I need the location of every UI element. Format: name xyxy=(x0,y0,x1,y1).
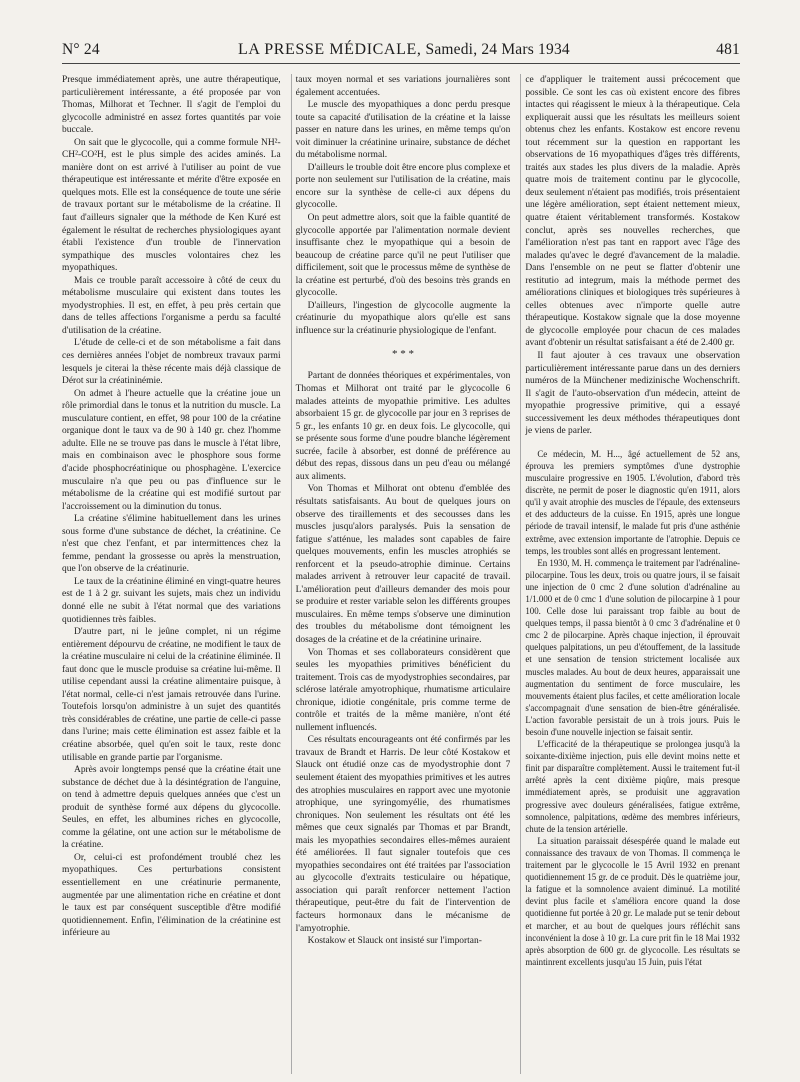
paragraph: On admet à l'heure actuelle que la créatine joue un rôle primordial dans le tonus et la nutrition du muscle. La musculature contient, en effet, 98 pour 100 de la créatine organique dont le taux va de 90 à 140 gr. chez l'homme adulte. Elle ne se trouve pas dans le muscle à l'état libre, mais en combinaison avec le phosphore sous forme d'acide phosphocréatinique ou phosphagène. L'exercice musculaire n'a que peu ou pas d'influence sur le métabolisme de la créatine qui est modifié surtout par l'accroissement ou la diminution du tonus. xyxy=(62,388,281,512)
paragraph: D'ailleurs le trouble doit être encore plus complexe et porte non seulement sur l'utilisation de la créatine, mais encore sur la synthèse de celle-ci aux dépens du glycocolle. xyxy=(295,162,511,211)
paragraph: La créatine s'élimine habituellement dans les urines sous forme d'une substance de déchet, la créatinine. Ce n'est que chez l'enfant, et par intermittences chez la femme, pendant la grossesse ou après la menstruation, que l'on observe de la créatinurie. xyxy=(62,514,281,575)
page-number: 481 xyxy=(716,41,740,58)
paragraph: Il faut ajouter à ces travaux une observation particulièrement intéressante parue dans un des derniers numéros de la Münchener medizinische Wochenschrift. Il s'agit de l'auto-observation d'un médecin, atteint de myopathie progressive primitive, qui a essayé successivement les deux méthodes thérapeutiques dont je viens de parler. xyxy=(525,351,740,437)
paragraph: D'ailleurs, l'ingestion de glycocolle augmente la créatinurie du myopathique alors qu'elle est sans influence sur la créatinurie physiologique de l'enfant. xyxy=(295,300,511,336)
case-report-paragraph: En 1930, M. H. commença le traitement par l'adrénaline-pilocarpine. Tous les deux, trois ou quatre jours, il se faisait une injection de 0 cmc 2 d'une solution d'adrénaline au 1/1.000 et de 0 cmc 1 d'une solution de pilocarpine à 1 pour 100. Celle dose lui paraissant trop faible au bout de quelques temps, il passa bientôt à 0 cmc 3 d'adrénaline et 0 cmc 2 de pilocarpine. Après chaque injection, il éprouvait quelques palpitations, un peu d'étouffement, de la lassitude et une sensation de tension strictement localisée aux muscles malades. Au bout de deux heures, apparaissait une augmentation du sentiment de force musculaire, les mouvements étaient plus faciles, et cette amélioration locale s'accompagnait d'une sensation de bien-être généralisée. L'action favorable persistait de un à trois jours. Puis le besoin d'une nouvelle injection se faisait sentir. xyxy=(525,557,740,738)
paragraph: L'étude de celle-ci et de son métabolisme a fait dans ces dernières années l'objet de nombreux travaux parmi lesquels je citerai la thèse récente mais déjà classique de Dérot sur la créatininémie. xyxy=(62,338,281,387)
paragraph: ce d'appliquer le traitement aussi précocement que possible. Ce sont les cas où existent encore des fibres intactes qui réagissent le mieux à la thérapeutique. Cela expliquerait aussi que les résultats les meilleurs soient obtenus chez les enfants. Kostakow est encore revenu tout récemment sur la question en rapportant les observations de 16 myopathiques d'âges très différents, traités aux stades les plus divers de la maladie. Après quatre mois de traitement continu par le glycocolle, deux seulement n'étaient pas modifiés, trois présentaient une légère amélioration, sept étaient nettement mieux, quatre étaient véritablement transformés. Kostakow conclut, après ses nouvelles recherches, que l'amélioration n'est pas tant en rapport avec l'âge des malades qu'avec le degré d'avancement de la maladie. Dans l'ensemble on ne peut se flatter d'obtenir une restitutio ad integrum, mais la méthode permet des améliorations cliniques et biologiques très supérieures à celles obtenues avec n'importe quelle autre thérapeutique. Kostakow signale que la dose moyenne de glycocolle employée pour chacun de ces malades avant d'obtenir un résultat satisfaisant a été de 2.400 gr. xyxy=(525,75,740,349)
paragraph: Ces résultats encourageants ont été confirmés par les travaux de Brandt et Harris. De leur côté Kostakow et Slauck ont étudié onze cas de myodystrophie dont 7 seulement étaient des myopathies primitives et les autres des atrophies musculaires en rapport avec une myotonie atrophique, une syringomyélie, des rhumatismes chroniques. Non seulement les résultats ont été les mêmes que ceux signalés par Thomas et par Brandt, mais les myopathies secondaires elles-mêmes auraient été améliorées. Il faut signaler toutefois que ces myopathies secondaires ont été traitées par l'association au glycocolle d'extraits testiculaire ou hépatique, association qui paraît renforcer nettement l'action thérapeutique, peut-être du fait de l'intervention de facteurs hormonaux dans le mécanisme de l'amyotrophie. xyxy=(295,735,511,934)
issue-number: N° 24 xyxy=(62,41,100,58)
paragraph: Le taux de la créatinine éliminé en vingt-quatre heures est de 1 à 2 gr. suivant les sujets, mais chez un individu donné elle ne subit à l'état normal que des variations quotidiennes très faibles. xyxy=(62,576,281,625)
running-header xyxy=(62,37,740,64)
article-columns xyxy=(62,74,740,1074)
case-report-paragraph: Ce médecin, M. H..., âgé actuellement de 52 ans, éprouva les premiers symptômes d'une dystrophie musculaire progressive en 1905. L'évolution, d'abord très discrète, ne permit de poser le diagnostic qu'en 1911, alors qu'il y avait atrophie des muscles de l'épaule, des extenseurs et des adducteurs de la cuisse. En 1915, après une longue période de travail intensif, le malade fut pris d'une asthénie extrême, avec extension importante de l'atrophie. Depuis ce temps, les troubles sont allés en progressant lentement. xyxy=(525,448,740,556)
paragraph: On sait que le glycocolle, qui a comme formule NH²-CH²-CO²H, est le plus simple des acides aminés. La manière dont on est arrivé à l'utiliser au point de vue thérapeutique est intéressante et mérite d'être exposée en quelques mots. Elle est la conséquence de toute une série de travaux portant sur le métabolisme de la créatine. Il faut d'ailleurs signaler que la méthode de Ken Kuré est également le résultat de recherches physiologiques ayant établi l'existence d'un trouble de l'innervation sympathique des muscles volontaires chez les myopathiques. xyxy=(62,137,281,274)
paragraph: taux moyen normal et ses variations journalières sont également accentuées. xyxy=(295,75,511,98)
column-right xyxy=(520,74,740,1074)
paragraph: Après avoir longtemps pensé que la créatine était une substance de déchet due à la désintégration de l'anguine, on tend à admettre depuis quelques années que c'est un produit de synthèse formé aux dépens du glycocolle. Seules, en effet, les albumines riches en glycocolle, comme la gélatine, ont une action sur le métabolisme de la créatine. xyxy=(62,765,281,851)
paragraph: Or, celui-ci est profondément troublé chez les myopathiques. Ces perturbations consistent essentiellement en une créatinurie permanente, augmentée par une alimentation riche en créatine et dont le taux est par conséquent susceptible d'être modifié quotidiennement. Enfin, l'élimination de la créatinine est inférieure au xyxy=(62,852,281,939)
paragraph: Mais ce trouble paraît accessoire à côté de ceux du métabolisme musculaire qui existent dans toutes les myodystrophies. Il est, en effet, à peu près certain que dans de telles affections l'organisme a perdu sa faculté d'utilisation de la créatine. xyxy=(62,275,281,336)
section-separator-asterisks: * * * xyxy=(391,348,414,361)
paragraph: D'autre part, ni le jeûne complet, ni un régime entièrement dépourvu de créatine, ne modifient le taux de la créatine musculaire ni celui de la créatinine éliminée. Il faut donc que le muscle produise sa créatine lui-même. Il utilise cependant aussi la créatine alimentaire puisque, à l'état normal, celle-ci n'est jamais retrouvée dans l'urine. Toutefois lorsqu'on administre à un sujet des quantités très considérables de créatine, une partie de celle-ci passe dans l'urine; mais cette élimination est assez faible et la créatine absorbée, quel qu'en soit le taux, reste donc utilisable en grande partie par l'organisme. xyxy=(62,627,281,763)
paragraph: Partant de données théoriques et expérimentales, von Thomas et Milhorat ont traité par le glycocolle 6 malades atteints de myopathie primitive. Les adultes absorbaient 15 gr. de glycocolle par jour en 3 reprises de 5 gr., les enfants 10 gr. en deux fois. Le glycocolle, qui se présente sous forme d'une poudre blanche légèrement sucrée, facile à absorber, est donné de préférence au début des repas, dissous dans un peu d'eau ou mélangé aux aliments. xyxy=(295,371,511,482)
issue-date: Samedi, 24 Mars 1934 xyxy=(425,41,570,58)
paragraph: Von Thomas et ses collaborateurs considèrent que seules les myopathies primitives bénéficient du traitement. Trois cas de myodystrophies secondaires, par sclérose latérale amyotrophique, rhumatisme articulaire chronique, idiotie congénitale, pris comme terme de contrôle et traités de la même manière, n'ont été nullement influencés. xyxy=(295,647,511,733)
column-middle xyxy=(291,74,511,1074)
paragraph: Le muscle des myopathiques a donc perdu presque toute sa capacité d'utilisation de la créatine et la laisse passer en nature dans les urines, en même temps qu'on voit diminuer la créatinine urinaire, substance de déchet du métabolisme normal. xyxy=(295,100,511,161)
paragraph: Presque immédiatement après, une autre thérapeutique, particulièrement intéressante, a été proposée par von Thomas, Milhorat et Techner. Il s'agit de l'emploi du glycocolle administré en assez fortes quantités par voie buccale. xyxy=(62,75,281,136)
paragraph: On peut admettre alors, soit que la faible quantité de glycocolle apportée par l'alimentation normale devient insuffisante chez le myopathique qui a besoin de beaucoup de créatine parce qu'il ne peut l'utiliser que difficilement, soit que le processus même de synthèse de la créatine est perturbé, d'où des besoins très grands en glycocolle. xyxy=(295,213,511,299)
paragraph: Von Thomas et Milhorat ont obtenu d'emblée des résultats satisfaisants. Au bout de quelques jours on observe des tiraillements et des secousses dans les muscles jusqu'alors paralysés. Puis la sensation de fatigue s'atténue, les malades sont capables de faire quelques mouvements, enfin les muscles atrophiés se renforcent et la pseudo-atrophie diminue. Certains malades arrivent à retrouver leur capacité de travail. L'amélioration peut d'ailleurs demander des mois pour se produire et rester variable selon les différents groupes musculaires. En même temps s'observe une diminution des troubles du métabolisme dont témoignent les dosages de la créatine et de la créatinine urinaire. xyxy=(295,484,511,645)
journal-title: LA PRESSE MÉDICALE, xyxy=(238,41,422,58)
case-report-paragraph: La situation paraissait désespérée quand le malade eut connaissance des travaux de von Thomas. Il commença le traitement par le glycocolle le 15 Avril 1932 en prenant quotidiennement 15 gr. de ce produit. Dès le quatrième jour, la fatigue et la somnolence avaient diminué. La motilité devint plus facile et s'améliora encore quand la dose quotidienne fut portée à 20 gr. Le malade put se tenir debout et marcher, et au bout de quelques jours réfléchit sans inconvénient la dose à 10 gr. La cure prit fin le 18 Mai 1932 après absorption de 600 gr. de glycocolle. Les résultats se maintinrent excellents jusqu'au 15 Juin, puis l'état xyxy=(525,835,740,967)
journal-title-line xyxy=(238,41,570,59)
column-left xyxy=(62,74,281,1074)
paragraph: Kostakow et Slauck ont insisté sur l'importan- xyxy=(307,936,482,947)
case-report-paragraph: L'efficacité de la thérapeutique se prolongea jusqu'à la soixante-dixième injection, puis elle devint moins nette et finit par disparaître complètement. Aussi le traitement fut-il arrêté après la cent dixième piqûre, mais presque immédiatement après, se produisit une aggravation progressive avec douleurs généralisées, fatigue extrême, somnolence, palpitations, œdème des membres inférieurs, chute de la tension artérielle. xyxy=(525,739,740,834)
